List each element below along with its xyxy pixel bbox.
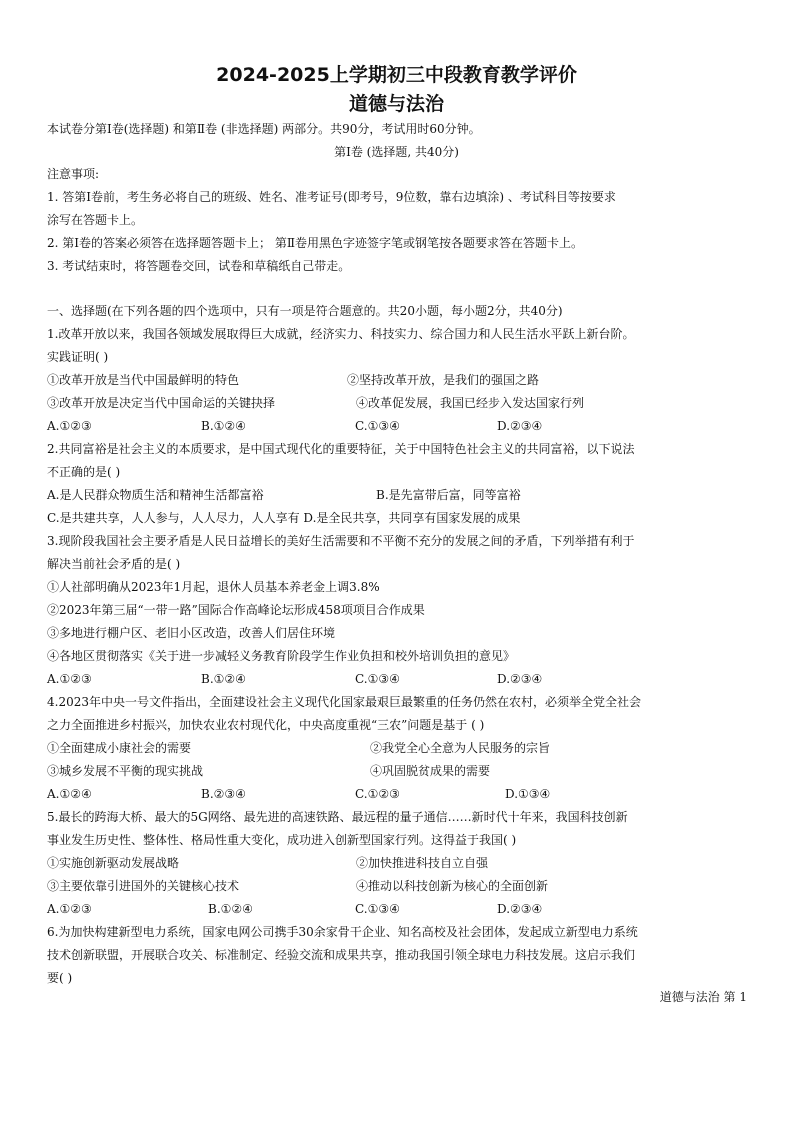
q1-option-d: D.②③④ <box>497 419 543 433</box>
q3-option-b: B.①②④ <box>201 672 246 686</box>
q1-option-b: B.①②④ <box>201 419 246 433</box>
q1-statement-1: ①改革开放是当代中国最鲜明的特色 <box>47 373 240 387</box>
section-1-heading: 一、选择题(在下列各题的四个选项中，只有一项是符合题意的。共20小题，每小题2分，共40分) <box>47 304 563 318</box>
q5-option-c: C.①③④ <box>355 902 400 916</box>
q1-option-c: C.①③④ <box>355 419 400 433</box>
page-footer: 道德与法治 第 1 <box>659 990 747 1004</box>
q3-option-a: A.①②③ <box>47 672 92 686</box>
q3-option-c: C.①③④ <box>355 672 400 686</box>
q1-stem-line2: 实践证明( ) <box>47 350 109 364</box>
note-1-line2: 涂写在答题卡上。 <box>47 213 144 227</box>
q4-option-b: B.②③④ <box>201 787 246 801</box>
q1-stem-line1: 1.改革开放以来，我国各领域发展取得巨大成就，经济实力、科技实力、综合国力和人民生活水平跃上新台阶。 <box>47 327 635 341</box>
notes-heading: 注意事项: <box>47 167 100 181</box>
q5-statement-4: ④推动以科技创新为核心的全面创新 <box>356 879 549 893</box>
q3-statement-3: ③多地进行棚户区、老旧小区改造，改善人们居住环境 <box>47 626 336 640</box>
q3-statement-1: ①人社部明确从2023年1月起，退休人员基本养老金上调3.8% <box>47 580 380 594</box>
subject-title: 道德与法治 <box>348 93 444 115</box>
exam-title: 2024-2025上学期初三中段教育教学评价 <box>216 64 577 86</box>
q5-statement-2: ②加快推进科技自立自强 <box>356 856 489 870</box>
q5-option-b: B.①②④ <box>208 902 253 916</box>
q4-option-a: A.①②④ <box>47 787 92 801</box>
q3-statement-4: ④各地区贯彻落实《关于进一步减轻义务教育阶段学生作业负担和校外培训负担的意见》 <box>47 649 516 663</box>
q2-stem-line2: 不正确的是( ) <box>47 465 121 479</box>
q2-option-b: B.是先富带后富，同等富裕 <box>376 488 521 502</box>
q5-statement-1: ①实施创新驱动发展战略 <box>47 856 180 870</box>
q2-option-a: A.是人民群众物质生活和精神生活都富裕 <box>47 488 264 502</box>
q3-stem-line2: 解决当前社会矛盾的是( ) <box>47 557 181 571</box>
note-2: 2. 第Ⅰ卷的答案必须答在选择题答题卡上； 第Ⅱ卷用黑色字迹签字笔或钢笔按各题要求答在答题卡上。 <box>47 236 583 250</box>
q1-statement-3: ③改革开放是决定当代中国命运的关键抉择 <box>47 396 276 410</box>
q6-stem-line2: 技术创新联盟，开展联合攻关、标准制定、经验交流和成果共享，推动我国引领全球电力科技发展。这启示我们 <box>47 948 636 962</box>
q5-stem-line1: 5.最长的跨海大桥、最大的5G网络、最先进的高速铁路、最远程的量子通信……新时代十年来，我国科技创新 <box>47 810 628 824</box>
q3-statement-2: ②2023年第三届“一带一路”国际合作高峰论坛形成458项项目合作成果 <box>47 603 425 617</box>
note-1-line1: 1. 答第Ⅰ卷前，考生务必将自己的班级、姓名、准考证号(即考号，9位数，靠右边填涂) 、考试科目等按要求 <box>47 190 616 204</box>
q4-statement-4: ④巩固脱贫成果的需要 <box>370 764 491 778</box>
q6-stem-line1: 6.为加快构建新型电力系统，国家电网公司携手30余家骨干企业、知名高校及社会团体，发起成立新型电力系统 <box>47 925 638 939</box>
q1-statement-2: ②坚持改革开放，是我们的强国之路 <box>347 373 540 387</box>
q4-statement-3: ③城乡发展不平衡的现实挑战 <box>47 764 204 778</box>
q1-option-a: A.①②③ <box>47 419 92 433</box>
q5-stem-line2: 事业发生历史性、整体性、格局性重大变化，成功进入创新型国家行列。这得益于我国( ) <box>47 833 517 847</box>
q5-option-d: D.②③④ <box>497 902 543 916</box>
part1-heading: 第Ⅰ卷 (选择题, 共40分) <box>334 145 459 159</box>
q4-statement-2: ②我党全心全意为人民服务的宗旨 <box>370 741 551 755</box>
q3-option-d: D.②③④ <box>497 672 543 686</box>
q4-option-d: D.①③④ <box>505 787 551 801</box>
q4-stem-line2: 之力全面推进乡村振兴，加快农业农村现代化，中央高度重视“三农”问题是基于 ( ) <box>47 718 485 732</box>
q4-stem-line1: 4.2023年中央一号文件指出，全面建设社会主义现代化国家最艰巨最繁重的任务仍然在农村，必须举全党全社会 <box>47 695 641 709</box>
q6-stem-line3: 要( ) <box>47 971 73 985</box>
note-3: 3. 考试结束时，将答题卷交回，试卷和草稿纸自己带走。 <box>47 259 351 273</box>
q4-option-c: C.①②③ <box>355 787 400 801</box>
intro-text: 本试卷分第Ⅰ卷(选择题) 和第Ⅱ卷 (非选择题) 两部分。共90分，考试用时60分钟。 <box>47 122 481 136</box>
q3-stem-line1: 3.现阶段我国社会主要矛盾是人民日益增长的美好生活需要和不平衡不充分的发展之间的矛盾，下列举措有利于 <box>47 534 635 548</box>
q2-stem-line1: 2.共同富裕是社会主义的本质要求，是中国式现代化的重要特征，关于中国特色社会主义的共同富裕，以下说法 <box>47 442 635 456</box>
q4-statement-1: ①全面建成小康社会的需要 <box>47 741 192 755</box>
q1-statement-4: ④改革促发展，我国已经步入发达国家行列 <box>356 396 585 410</box>
q2-option-cd: C.是共建共享，人人参与，人人尽力，人人享有 D.是全民共享，共同享有国家发展的成果 <box>47 511 521 525</box>
q5-option-a: A.①②③ <box>47 902 92 916</box>
q5-statement-3: ③主要依靠引进国外的关键核心技术 <box>47 879 240 893</box>
